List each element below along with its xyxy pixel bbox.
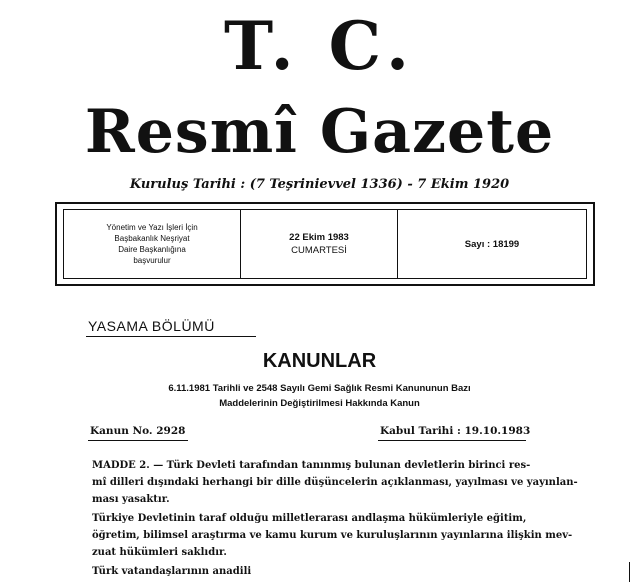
acceptance-date: Kabul Tarihi : 19.10.1983 [380,425,531,437]
body-line: MADDE 2. — Türk Devleti tarafından tanınmış bulunan devletlerin birinci res- [92,460,531,471]
admin-line: Daire Başkanlığına [118,245,186,254]
margin-mark [629,562,630,582]
info-box-inner [63,209,587,279]
body-line: zuat hükümleri saklıdır. [92,547,227,558]
body-line: öğretim, bilimsel araştırma ve kamu kurum ve kuruluşlarının yayınlarına ilişkin mev- [92,530,573,541]
date-text: 22 Ekim 1983 [289,232,349,243]
admin-info [64,210,240,278]
info-box [55,202,595,286]
section-underline [86,336,256,337]
admin-line: Başbakanlık Neşriyat [114,234,190,243]
masthead-tc: T. C. [224,7,415,85]
admin-line: Yönetim ve Yazı İşleri İçin [106,223,198,232]
acceptance-date-underline [378,440,526,441]
body-line: ması yasaktır. [92,494,170,505]
law-title-line-2: Maddelerinin Değiştirilmesi Hakkında Kanun [219,398,420,409]
law-title-line-1: 6.11.1981 Tarihli ve 2548 Sayılı Gemi Sağlık Resmi Kanununun Bazı [168,383,471,394]
founding-date: Kuruluş Tarihi : (7 Teşrinievvel 1336) - 7 Ekim 1920 [129,177,510,192]
issue-text: Sayı : 18199 [464,238,520,250]
issue-number [398,210,586,278]
body-line: Türkiye Devletinin taraf olduğu milletlerarası andlaşma hükümleriyle eğitim, [92,513,527,524]
law-number-underline [88,440,188,441]
admin-line: başvurulur [133,256,171,265]
law-number: Kanun No. 2928 [90,425,186,437]
section-heading: KANUNLAR [262,350,377,372]
issue-date [240,210,398,278]
body-line: Türk vatandaşlarının anadili [92,566,252,577]
body-line: mî dilleri dışındaki herhangi bir dille düşüncelerin açıklanması, yayılması ve yayınlan- [92,477,578,488]
masthead-title: Resmî Gazete [84,97,555,167]
weekday-text: CUMARTESİ [291,245,347,256]
section-title: YASAMA BÖLÜMÜ [88,318,215,334]
